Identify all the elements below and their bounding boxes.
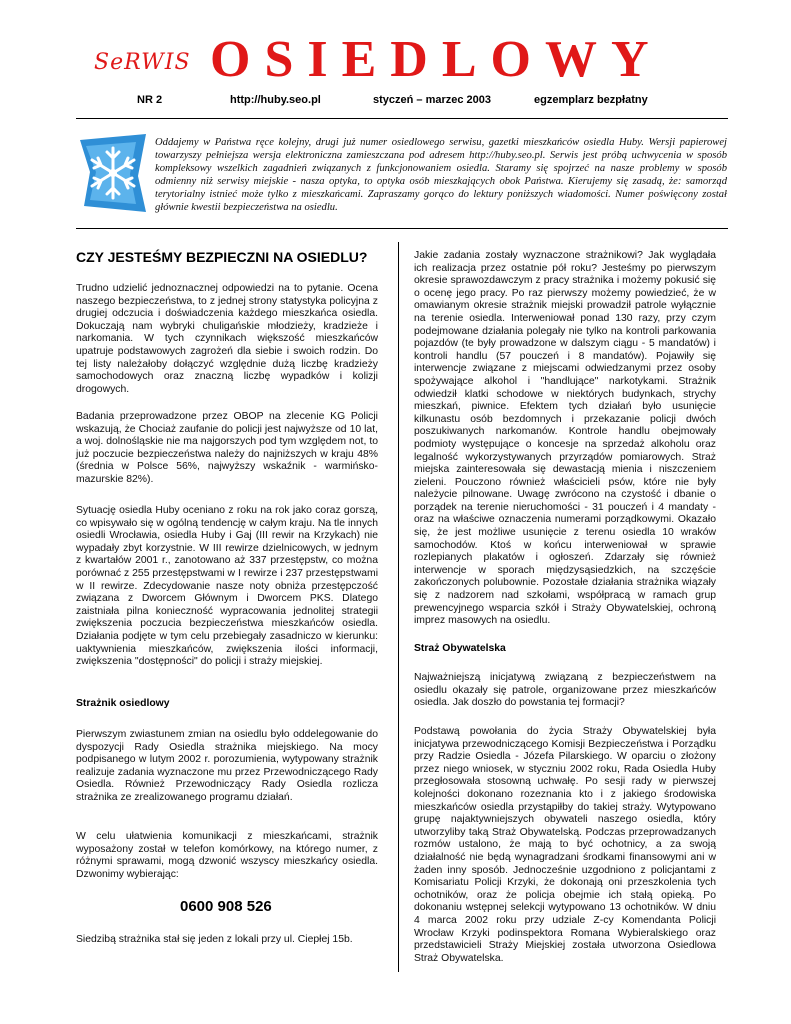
top-rule	[76, 118, 728, 119]
column-divider	[398, 242, 399, 972]
issue-number: NR 2	[137, 94, 163, 106]
paragraph-5: W celu ułatwienia komunikacji z mieszkańcami, strażnik wyposażony został w telefon komórkowy, na którego numer, z różnymi sprawami, mogą dzwonić wszyscy mieszkańcy osiedla. Dzwonimy wybierając:	[76, 831, 378, 880]
site-url[interactable]: http://huby.seo.pl	[230, 94, 321, 106]
article-heading: CZY JESTEŚMY BEZPIECZNI NA OSIEDLU?	[76, 249, 368, 265]
subheading-citizen-guard: Straż Obywatelska	[414, 643, 506, 654]
snowflake-icon	[76, 132, 150, 214]
intro-rule	[76, 228, 728, 229]
copy-note: egzemplarz bezpłatny	[534, 94, 648, 106]
phone-number: 0600 908 526	[180, 898, 272, 915]
paragraph-3: Sytuację osiedla Huby oceniano z roku na rok jako coraz gorszą, co wpisywało się w ogólną tendencję w całym kraju. Na tle innych osiedli Wrocławia, osiedla Huby i Gaj (III rewir na Krzykach) nie wypadały zbyt korzystnie. W III rewirze dzielnicowych, w jednym z kwartałów 2001 r., zanotowano aż 337 przestępstw, co można porównać z 255 przestępstwami w I rewirze i 237 przestępstwami w II rewirze. Zdecydowanie nasze noty obniża przestępczość związana z Dworcem Głównym i Dworcem PKS. Dlatego zaistniała pilna konieczność wypracowania jednolitej strategii zwiększenia poczucia bezpieczeństwa mieszkańców osiedla. Działania podjęte w tym celu przebiegały zasadniczo w kierunku: uaktywnienia mieszkańców, zwiększenia ilości informacji, zwiększenia "dostępności" do policji i straży miejskiej.	[76, 505, 378, 668]
paragraph-4: Pierwszym zwiastunem zmian na osiedlu było oddelegowanie do dyspozycji Rady Osiedla strażnika miejskiego. Na mocy podpisanego w lutym 2002 r. porozumienia, wytypowany strażnik realizuje zadania wyznaczone mu przez Przewodniczącego Rady Osiedla. Również Przewodniczący Rady Osiedla rozlicza strażnika ze zrealizowanego programu działań.	[76, 729, 378, 803]
subheading-guard: Strażnik osiedlowy	[76, 698, 170, 709]
paragraph-7: Jakie zadania zostały wyznaczone strażnikowi? Jak wyglądała ich realizacja przez ostatnie pół roku? Jesteśmy po pierwszym okresie sprawozdawczym z pracy strażnika i możemy pokusić się o ocenę jego pracy. Po raz pierwszy możemy powiedzieć, że w omawianym okresie strażnik miejski prowadził patrole wyłącznie na terenie osiedla. Interweniował ponad 130 razy, przy czym podejmowane działania polegały nie tylko na kontroli parkowania pojazdów (te były prowadzone w dalszym ciągu - 5 mandatów) i kontroli handlu (57 pouczeń i 8 mandatów). Pojawiły się interwencje związane z miejscami odwiedzanymi przez osoby spożywające alkohol i "handlujące" narkotykami. Strażnik odwiedził klatki schodowe w niektórych budynkach, strychy mieszkań, piwnice. Efektem tych działań było usunięcie kilkunastu osób bezdomnych i przekazanie policji dwóch poszukiwanych narkomanów. Kontrole handlu obejmowały podmioty występujące o koncesje na sprzedaż alkoholu oraz legalność wykorzystywanych przyrządów pomiarowych. Straż miejska zainteresowała się dewastacją mienia i niszczeniem zieleni. Pouczono również właścicieli psów, które nie były należycie pilnowane. Uwagę zwrócono na czystość i dbanie o porządek na terenie nieruchomości - 31 pouczeń i 4 mandaty - oraz na właściwe oznaczenia numerami porządkowymi. Okazało się, że jest możliwe usunięcie z terenu osiedla 10 wraków samochodów. Ktoś w końcu interweniował w sprawie rozlepianych plakatów i ogłoszeń. Zdarzały się również interwencje w sporach międzysąsiedzkich, na szczęście zakończonych polubownie. Pozostałe działania strażnika wiązały się z nadzorem nad szkołami, współpracą w ramach grup prewencyjnego wsparcia szkół i Straży Obywatelskiej, ochroną imprez masowych na osiedlu.	[414, 250, 716, 627]
paragraph-8: Najważniejszą inicjatywą związaną z bezpieczeństwem na osiedlu okazały się patrole, organizowane przez mieszkańców osiedla. Jak doszło do powstania tej formacji?	[414, 672, 716, 709]
paragraph-1: Trudno udzielić jednoznacznej odpowiedzi na to pytanie. Ocena naszego bezpieczeństwa, to z jednej strony statystyka policyjna z drugiej odczucia i doświadczenia każdego mieszkańca osiedla. Dokuczają nam wybryki chuligańskie młodzieży, kradzieże i narkomania. W tych czynnikach większość mieszkańców upatruje podstawowych zagrożeń dla siebie i swoich rodzin. Do tej listy należałoby dołączyć względnie dużą liczbę kradzieży samochodowych oraz znaczną liczbę wypadków i kolizji drogowych.	[76, 283, 378, 395]
paragraph-6: Siedzibą strażnika stał się jeden z lokali przy ul. Ciepłej 15b.	[76, 934, 353, 945]
issue-date: styczeń – marzec 2003	[373, 94, 492, 106]
paragraph-9: Podstawą powołania do życia Straży Obywatelskiej była inicjatywa przewodniczącego Komisji Bezpieczeństwa i Porządku przy Radzie Osiedla - Józefa Pilarskiego. W oparciu o złożony przez niego wniosek, w styczniu 2002 roku, Rada Osiedla Huby przegłosowała stosowną uchwałę. Po sesji rady w pierwszej kolejności dokonano rozeznania kto i z jakiego środowiska mieszkańców osiedla przystąpiłby do takiej straży. Wytypowano grupę najaktywniejszych obywateli naszego osiedla, który utworzyliby taką Straż Obywatelską. Podczas przeprowadzanych rozmów ustalono, że mają to być ochotnicy, a za swoją działalność nie będą wynagradzani środkami finansowymi ani w żaden inny sposób. Jednocześnie uzgodniono z policjantami z Komisariatu Policji Krzyki, że dokonają oni przeszkolenia tych ochotników, oraz że policja obejmie ich stałą opieką. Po dokonaniu wstępnej selekcji wytypowano 13 ochotników. W dniu 4 marca 2002 roku przy udziale Z-cy Komendanta Policji Wrocław Krzyki podinspektora Romana Wybieralskiego oraz przedstawicieli Straży Miejskiej została utworzona Osiedlowa Straż Obywatelska.	[414, 726, 716, 964]
masthead-title: OSIEDLOWY	[210, 31, 663, 88]
paragraph-2: Badania przeprowadzone przez OBOP na zlecenie KG Policji wskazują, że Chociaż zaufanie do policji jest najwyższe od 10 lat, a woj. dolnośląskie nie ma najgorszych pod tym względem not, to już poczucie bezpieczeństwa należy do najniższych w kraju 48% (średnia w Polsce 56%, najwyższy wskaźnik - warmińsko-mazurskie 82%).	[76, 411, 378, 485]
masthead-serwis: SeRWIS	[94, 50, 191, 75]
intro-text: Oddajemy w Państwa ręce kolejny, drugi już numer osiedlowego serwisu, gazetki mieszkańców osiedla Huby. Wersji papierowej towarzyszy pełniejsza wersja elektroniczna zamieszczana pod adresem http://huby.seo.pl. Serwis jest próbą uchwycenia w sposób kompleksowy wszelkich zagadnień związanych z funkcjonowaniem osiedla. Staramy się spojrzeć na nasze problemy w sposób odmienny niż serwisy miejskie - nasza optyka, to optyka osób mieszkających obok Państwa. Kierujemy się zasadą, że: samorząd terytorialny istnieć może tylko z mieszkańcami. Zapraszamy gorąco do lektury poniższych wiadomości. Numer poświęcony został głównie kwestii bezpieczeństwa na osiedlu.	[155, 137, 727, 213]
